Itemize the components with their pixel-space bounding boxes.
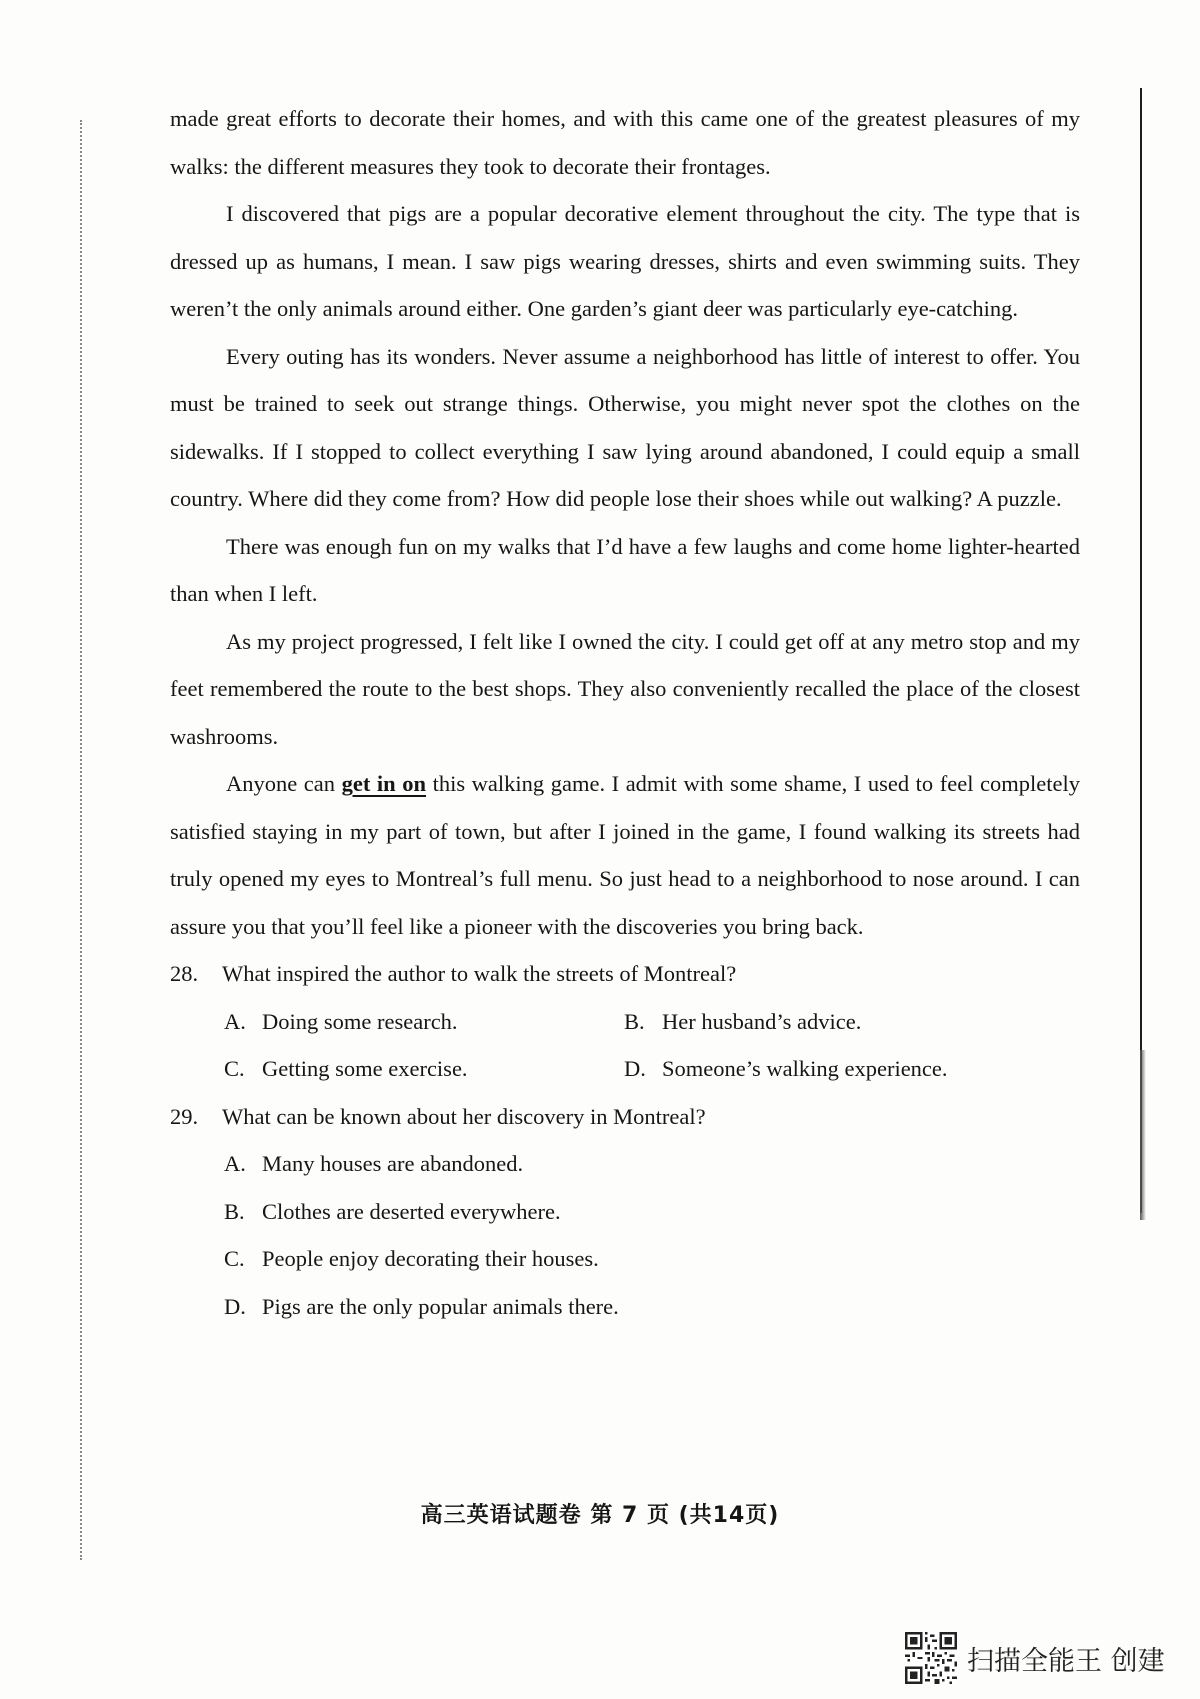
- paragraph-6-lead: Anyone can: [226, 771, 342, 796]
- passage-paragraph-6: [170, 760, 1080, 950]
- option-d[interactable]: [624, 1045, 1024, 1093]
- option-letter: C.: [224, 1056, 245, 1081]
- question-number: 28.: [170, 961, 199, 986]
- option-letter: D.: [224, 1293, 246, 1319]
- binding-margin-line: [80, 120, 82, 1560]
- option-row: [224, 1045, 1080, 1093]
- page-footer: 高三英语试题卷 第 7 页 (共14页): [420, 1503, 780, 1528]
- passage-paragraph-1: made great efforts to decorate their homes, and with this came one of the greatest pleasures of my walks: the different measures they took to decorate their frontages.: [170, 106, 1080, 179]
- option-text: Many houses are abandoned.: [262, 1151, 524, 1176]
- answer-options: [170, 1140, 1080, 1330]
- passage-paragraph-2: I discovered that pigs are a popular decorative element throughout the city. The type that is dressed up as humans, I mean. I saw pigs wearing dresses, shirts and even swimming suits. They weren’t the only animals around either. One garden’s giant deer was particularly eye-catching.: [170, 201, 1080, 321]
- scanner-watermark: [905, 1632, 1165, 1684]
- underlined-phrase: get in on: [341, 771, 427, 796]
- option-letter: A.: [224, 1008, 246, 1034]
- option-text: Getting some exercise.: [262, 1056, 468, 1081]
- option-text: Pigs are the only popular animals there.: [262, 1293, 619, 1319]
- option-letter: A.: [224, 1151, 246, 1176]
- option-letter: D.: [624, 1056, 646, 1081]
- passage-paragraph-3: Every outing has its wonders. Never assume a neighborhood has little of interest to offer. You must be trained to seek out strange things. Otherwise, you might never spot the clothes on the sidewalks. If I stopped to collect everything I saw lying around abandoned, I could equip a small country. Where did they come from? How did people lose their shoes while out walking? A puzzle.: [170, 343, 1080, 511]
- option-b[interactable]: [624, 998, 1024, 1046]
- reading-passage: [170, 95, 1080, 950]
- question-stem: [170, 1093, 1080, 1141]
- option-d[interactable]: [224, 1283, 1080, 1331]
- question-number: 29.: [170, 1103, 199, 1129]
- scanner-watermark-text: 扫描全能王 创建: [967, 1645, 1165, 1677]
- option-c[interactable]: [224, 1235, 1080, 1283]
- passage-paragraph-5: As my project progressed, I felt like I owned the city. I could get off at any metro stop and my feet remembered the route to the best shops. They also conveniently recalled the place of the closest washrooms.: [170, 628, 1080, 749]
- option-b[interactable]: [224, 1188, 1080, 1236]
- option-row: [224, 998, 1080, 1046]
- question-29: [170, 1093, 1080, 1331]
- question-text: What can be known about her discovery in Montreal?: [222, 1103, 706, 1129]
- option-letter: B.: [224, 1198, 245, 1224]
- passage-paragraph-4: There was enough fun on my walks that I’d have a few laughs and come home lighter-hearted than when I left.: [170, 533, 1080, 606]
- scan-edge-shadow: [1140, 1050, 1146, 1220]
- option-letter: B.: [624, 1008, 645, 1034]
- option-text: People enjoy decorating their houses.: [262, 1246, 599, 1271]
- question-text: What inspired the author to walk the streets of Montreal?: [222, 961, 737, 986]
- option-c[interactable]: [224, 1045, 624, 1093]
- question-28: [170, 950, 1080, 1093]
- page-content: [170, 95, 1080, 1330]
- option-a[interactable]: [224, 1140, 1080, 1188]
- option-text: Someone’s walking experience.: [662, 1056, 948, 1081]
- answer-options: [170, 998, 1080, 1093]
- option-text: Her husband’s advice.: [662, 1008, 862, 1034]
- option-text: Clothes are deserted everywhere.: [262, 1198, 561, 1224]
- option-text: Doing some research.: [262, 1008, 458, 1034]
- option-a[interactable]: [224, 998, 624, 1046]
- scan-edge-line: [1140, 88, 1142, 1213]
- qr-code-icon: [905, 1632, 957, 1684]
- paragraph-6-rest: this walking game. I admit with some shame, I used to feel completely satisfied staying in my part of town, but after I joined in the game, I found walking its streets had truly opened my eyes to Montreal’s full menu. So just head to a neighborhood to nose around. I can assure you that you’ll feel like a pioneer with the discoveries you bring back.: [170, 771, 1080, 939]
- option-letter: C.: [224, 1246, 245, 1271]
- question-stem: [170, 950, 1080, 998]
